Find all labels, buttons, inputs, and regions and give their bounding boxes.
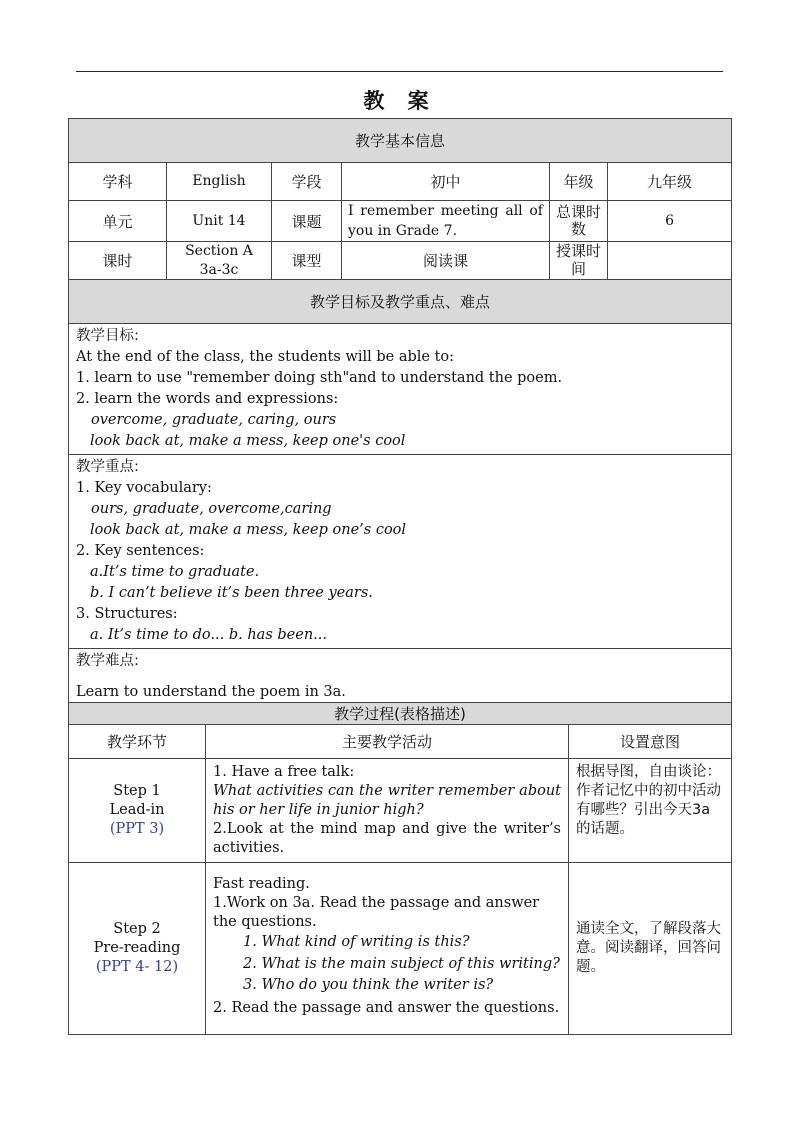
teaching-time-value: [608, 242, 732, 280]
basic-info-header: 教学基本信息: [69, 119, 732, 163]
period-value-line2: 3a-3c: [199, 261, 239, 278]
step2-question: 1. What kind of writing is this?: [243, 934, 470, 950]
period-value-line1: Section A: [185, 243, 253, 260]
objectives-block: [69, 324, 732, 455]
step2-question: 3. Who do you think the writer is?: [243, 977, 494, 993]
lesson-type-value: 阅读课: [342, 242, 550, 280]
step-column-header: 教学环节: [69, 725, 206, 759]
objectives-line: 1. learn to use "remember doing sth"and to understand the poem.: [76, 370, 563, 386]
key-points-line: a.It’s time to graduate.: [90, 564, 260, 580]
key-points-heading: 教学重点:: [76, 459, 139, 475]
difficulty-text: Learn to understand the poem in 3a.: [76, 684, 346, 700]
unit-label: 单元: [69, 201, 167, 242]
unit-value: Unit 14: [167, 201, 272, 242]
lesson-type-label: 课型: [272, 242, 342, 280]
header-rule: [76, 71, 723, 72]
step2-activity: 1.Work on 3a. Read the passage and answer the questions.: [213, 895, 540, 930]
key-points-line: 3. Structures:: [76, 606, 178, 622]
step1-activity: What activities can the writer remember about his or her life in junior high?: [213, 783, 561, 818]
document-title: 教 案: [363, 89, 437, 113]
stage-value: 初中: [342, 163, 550, 201]
objectives-heading: 教学目标:: [76, 328, 139, 344]
activities-column-header: 主要教学活动: [206, 725, 569, 759]
step2-name: Pre-reading: [93, 940, 181, 956]
step2-cell: [69, 863, 206, 1035]
stage-label: 学段: [272, 163, 342, 201]
objectives-line: look back at, make a mess, keep one's cool: [90, 433, 406, 449]
process-table: [68, 702, 732, 1035]
key-points-line: a. It’s time to do... b. has been...: [90, 627, 327, 643]
topic-value: I remember meeting all of you in Grade 7.: [342, 201, 550, 242]
key-points-line: ours, graduate, overcome,caring: [91, 501, 332, 517]
key-points-line: 1. Key vocabulary:: [76, 480, 212, 496]
period-value: [167, 242, 272, 280]
process-header: 教学过程(表格描述): [69, 703, 732, 725]
key-points-block: [69, 455, 732, 649]
grade-value: 九年级: [608, 163, 732, 201]
objectives-line: At the end of the class, the students will be able to:: [76, 349, 455, 365]
goals-header: 教学目标及教学重点、难点: [69, 280, 732, 324]
step1-intent: 根据导图，自由谈论：作者记忆中的初中活动有哪些？引出今天3a的话题。: [569, 759, 732, 863]
total-periods-value: 6: [608, 201, 732, 242]
step2-activities: [206, 863, 569, 1035]
step2-number: Step 2: [113, 921, 161, 937]
step1-number: Step 1: [113, 783, 161, 799]
objectives-line: overcome, graduate, caring, ours: [91, 412, 337, 428]
step1-activities: [206, 759, 569, 863]
total-periods-label: 总课时数: [550, 201, 608, 242]
step1-ppt: (PPT 3): [109, 821, 165, 837]
step1-name: Lead-in: [109, 802, 165, 818]
step2-intent: 通读全文，了解段落大意。阅读翻译，回答问题。: [569, 863, 732, 1035]
key-points-line: look back at, make a mess, keep one’s cool: [90, 522, 407, 538]
period-label: 课时: [69, 242, 167, 280]
step1-activity: 1. Have a free talk:: [213, 764, 355, 780]
intent-column-header: 设置意图: [569, 725, 732, 759]
step2-activity: Fast reading.: [213, 876, 310, 892]
step1-activity: 2.Look at the mind map and give the writer’s activities.: [213, 821, 561, 856]
subject-label: 学科: [69, 163, 167, 201]
step2-activity: 2. Read the passage and answer the questions.: [213, 999, 560, 1016]
grade-label: 年级: [550, 163, 608, 201]
step2-ppt: (PPT 4- 12): [95, 959, 179, 975]
step1-cell: [69, 759, 206, 863]
topic-label: 课题: [272, 201, 342, 242]
key-points-line: 2. Key sentences:: [76, 543, 205, 559]
difficulty-heading: 教学难点:: [76, 653, 139, 669]
teaching-time-label: 授课时间: [550, 242, 608, 280]
step2-question: 2. What is the main subject of this writing?: [243, 955, 560, 972]
objectives-line: 2. learn the words and expressions:: [76, 391, 339, 407]
lesson-plan-table: [68, 118, 732, 718]
key-points-line: b. I can’t believe it’s been three years.: [90, 585, 373, 601]
subject-value: English: [167, 163, 272, 201]
